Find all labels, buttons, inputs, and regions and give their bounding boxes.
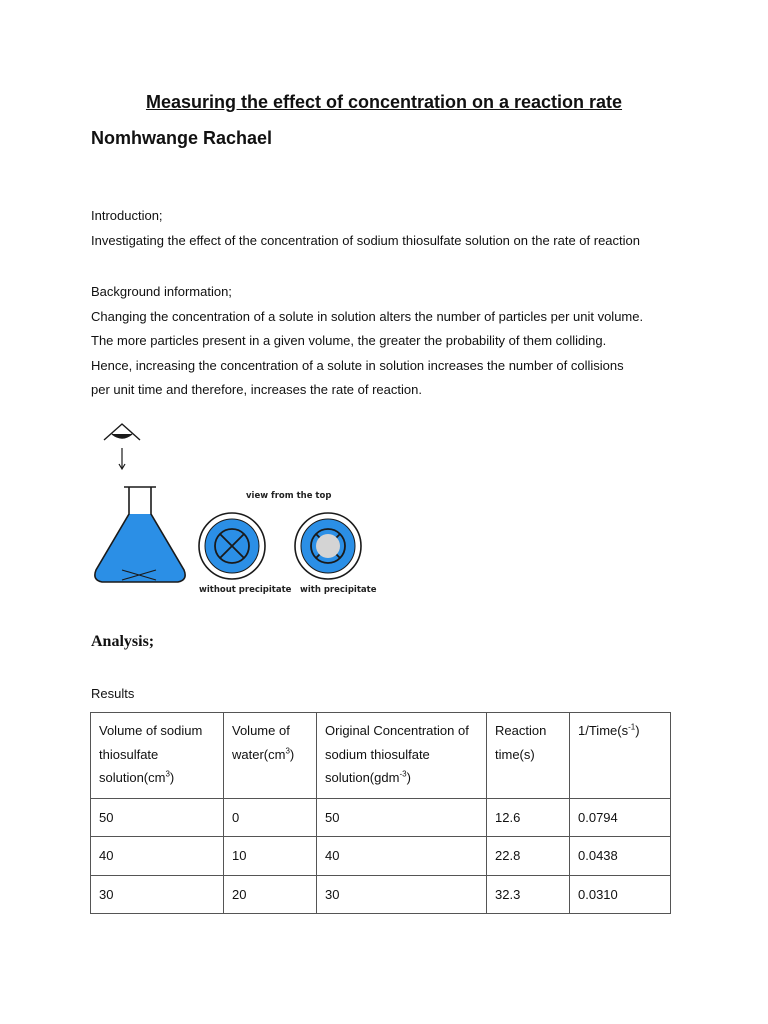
table-row: [91, 875, 671, 914]
precipitate-spot: [316, 534, 340, 558]
conical-flask: [95, 487, 185, 582]
figure-caption-top: view from the top: [246, 491, 332, 501]
document-title: Measuring the effect of concentration on a reaction rate: [145, 92, 623, 112]
table-row: [91, 798, 671, 837]
top-view-with-precipitate: [295, 513, 361, 579]
label-without-precipitate: without precipitate: [199, 585, 292, 595]
table-cell: 40: [91, 837, 224, 876]
table-cell: 20: [224, 875, 317, 914]
experiment-diagram: [90, 412, 380, 602]
arrow-down-icon: [119, 448, 125, 469]
introduction-heading: Introduction;: [91, 208, 163, 223]
background-heading: Background information;: [91, 284, 232, 299]
background-line: Changing the concentration of a solute in solution alters the number of particles per unit volume.: [91, 308, 644, 324]
table-cell: 32.3: [487, 875, 570, 914]
table-header-cell: Reaction time(s): [487, 713, 570, 799]
table-row: [91, 837, 671, 876]
background-line: The more particles present in a given volume, the greater the probability of them colliding.: [91, 333, 607, 348]
table-cell: 30: [317, 875, 487, 914]
label-with-precipitate: with precipitate: [300, 585, 377, 595]
table-cell: 50: [317, 798, 487, 837]
table-cell: 10: [224, 837, 317, 876]
results-heading: Results: [91, 686, 135, 701]
table-cell: 30: [91, 875, 224, 914]
analysis-heading: Analysis;: [91, 633, 155, 650]
table-header-cell: $1/Time(s^{-1})$: [570, 713, 671, 799]
background-line: per unit time and therefore, increases the rate of reaction.: [91, 382, 422, 397]
table-cell: 0: [224, 798, 317, 837]
table-cell: 40: [317, 837, 487, 876]
table-cell: 50: [91, 798, 224, 837]
introduction-text: Investigating the effect of the concentration of sodium thiosulfate solution on the rate of reaction: [91, 232, 640, 248]
introduction-section: [91, 204, 711, 253]
background-line: Hence, increasing the concentration of a solute in solution increases the number of collisions: [91, 357, 624, 373]
author-name: Nomhwange Rachael: [91, 128, 273, 148]
table-header-cell: Volume of $water(cm^3)$: [224, 713, 317, 799]
table-cell: 0.0438: [570, 837, 671, 876]
table-cell: 0.0310: [570, 875, 671, 914]
table-cell: 12.6: [487, 798, 570, 837]
table-header-row: [91, 713, 671, 799]
table-header-cell: Original Concentration of sodium thiosulfate solution(gdm$^{-3}$): [317, 713, 487, 799]
eye-icon: [104, 424, 140, 440]
results-table: [90, 712, 671, 914]
top-view-without-precipitate: [199, 513, 265, 579]
table-header-cell: Volume of sodium thiosulfate $solution(cm^3)$: [91, 713, 224, 799]
table-cell: 0.0794: [570, 798, 671, 837]
background-section: [91, 280, 711, 403]
table-cell: 22.8: [487, 837, 570, 876]
